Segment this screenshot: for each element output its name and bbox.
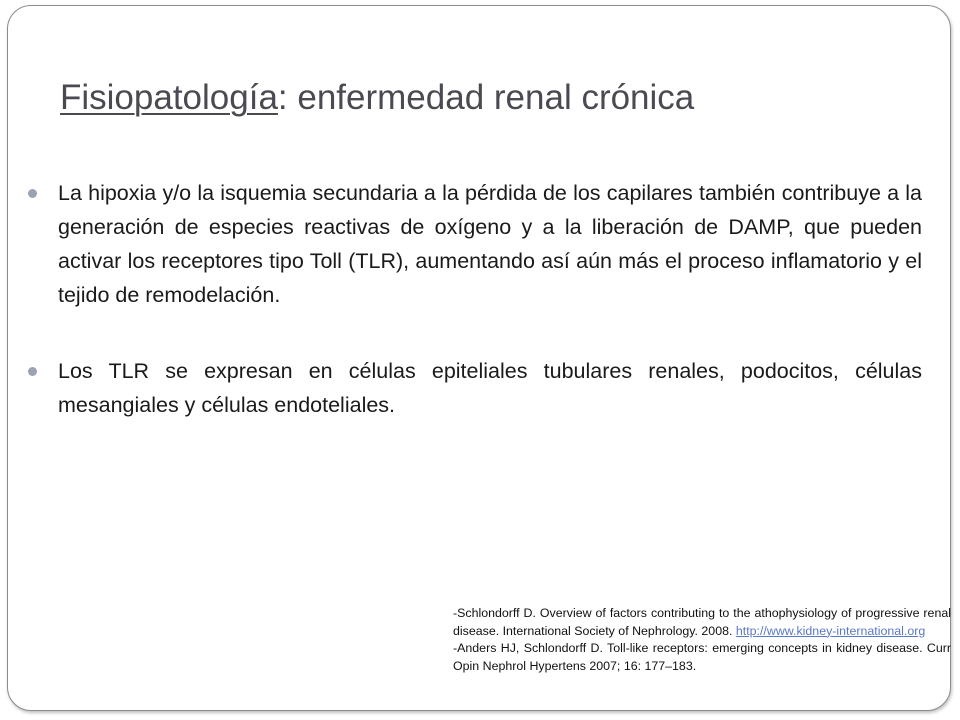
bullet-text: La hipoxia y/o la isquemia secundaria a la pérdida de los capilares también contribuye a la generación de especies reactivas de oxígeno y a la liberación de DAMP, que pueden activar los receptores tipo Toll (TLR), aumentando así aún más el proceso inflamatorio y el tejido de remodelación. [58, 181, 922, 307]
bullet-text: Los TLR se expresan en células epiteliales tubulares renales, podocitos, células mesangiales y células endoteliales. [58, 359, 922, 417]
bullet-marker-icon [28, 189, 37, 198]
reference-1-link[interactable]: http://www.kidney-international.org [735, 623, 926, 638]
title-underlined-word: Fisiopatología [60, 78, 278, 117]
title-rest: : enfermedad renal crónica [277, 78, 695, 117]
bullet-list [26, 176, 922, 422]
reference-2: -Anders HJ, Schlondorff D. Toll-like receptors: emerging concepts in kidney disease. Curr Opin Nephrol Hypertens 2007; 16: 177–183. [453, 641, 951, 673]
bullet-item [26, 176, 922, 312]
references [453, 605, 951, 675]
slide-title [60, 76, 920, 120]
bullet-marker-icon [28, 367, 37, 376]
reference-1 [453, 605, 951, 640]
reference-1-text: -Schlondorff D. Overview of factors contributing to the athophysiology of progressive renal disease. International Society of Nephrology. 2008. [453, 606, 951, 638]
bullet-item [26, 354, 922, 422]
